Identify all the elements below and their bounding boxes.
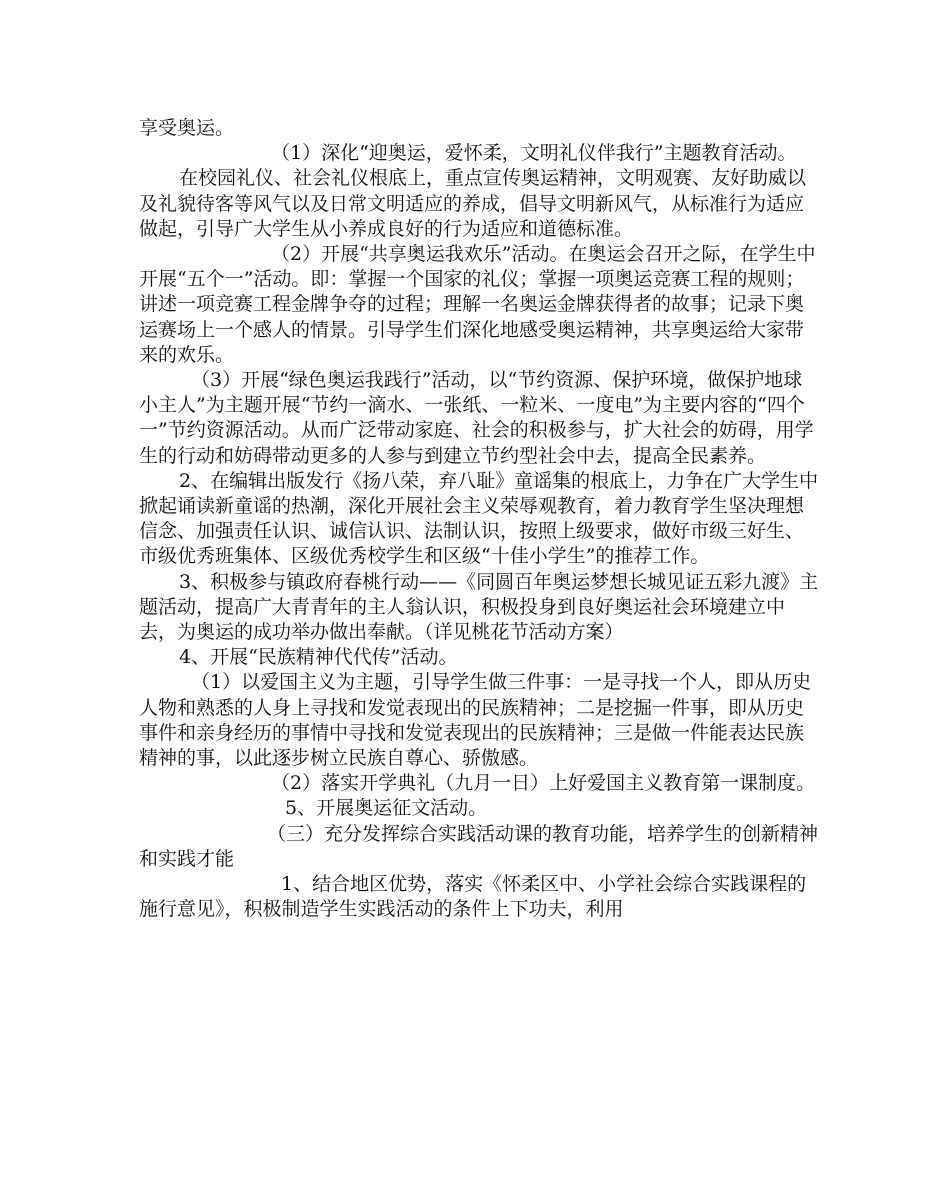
paragraph-7: 3、积极参与镇政府春桃行动——《同圆百年奥运梦想长城见证五彩九渡》主题活动，提高广大青青年的主人翁认识，积极投身到良好奥运社会环境建立中去，为奥运的成功举办做出奉献。（详见桃花节活动方案） [139,570,819,644]
paragraph-8: 4、开展“民族精神代代传”活动。 [179,646,458,669]
paragraph-1: 享受奥运。 [139,117,235,139]
paragraph-12: （三）充分发挥综合实践活动课的教育功能，培养学生的创新精神和实践才能 [139,822,819,870]
paragraph-10: （2）落实开学典礼（九月一日）上好爱国主义教育第一课制度。 [271,772,816,795]
paragraph-13: 1、结合地区优势，落实《怀柔区中、小学社会综合实践课程的施行意见》，积极制造学生实践活动的条件上下功夫，利用 [139,873,807,921]
paragraph-5: （3）开展“绿色奥运我践行”活动，以“节约资源、保护环境，做保护地球小主人”为主题开展“节约一滴水、一张纸、一粒米、一度电”为主要内容的“四个一”节约资源活动。从而广泛带动家庭、社会的积极参与，扩大社会的妨碍，用学生的行动和妨碍带动更多的人参与到建立节约型社会中去，提高全民素养。 [139,369,814,467]
paragraph-6: 2、在编辑出版发行《扬八荣，弃八耻》童谣集的根底上，力争在广大学生中掀起诵读新童谣的热潮，深化开展社会主义荣辱观教育，着力教育学生坚决理想信念、加强责任认识、诚信认识、法制认识，按照上级要求，做好市级三好生、市级优秀班集体、区级优秀校学生和区级“十佳小学生”的推荐工作。 [139,469,819,568]
paragraph-2: （1）深化“迎奥运，爱怀柔，文明礼仪伴我行”主题教育活动。 [271,142,797,165]
paragraph-3: 在校园礼仪、社会礼仪根底上，重点宣传奥运精神，文明观赛、友好助威以及礼貌待客等风气以及日常文明适应的养成，倡导文明新风气，从标准行为适应做起，引导广大学生从小养成良好的行为适应和道德标准。 [139,167,807,240]
paragraph-4: （2）开展“共享奥运我欢乐”活动。在奥运会召开之际，在学生中开展“五个一”活动。即：掌握一个国家的礼仪；掌握一项奥运竞赛工程的规则；讲述一项竞赛工程金牌争夺的过程；理解一名奥运金牌获得者的故事；记录下奥运赛场上一个感人的情景。引导学生们深化地感受奥运精神，共享奥运给大家带来的欢乐。 [139,243,816,366]
document-body [139,116,819,923]
paragraph-11: 5、开展奥运征文活动。 [285,797,488,820]
paragraph-9: （1）以爱国主义为主题，引导学生做三件事：一是寻找一个人，即从历史人物和熟悉的人身上寻找和发觉表现出的民族精神；二是挖掘一件事，即从历史事件和亲身经历的事情中寻找和发觉表现出的民族精神；三是做一件能表达民族精神的事，以此逐步树立民族自尊心、骄傲感。 [139,671,812,770]
